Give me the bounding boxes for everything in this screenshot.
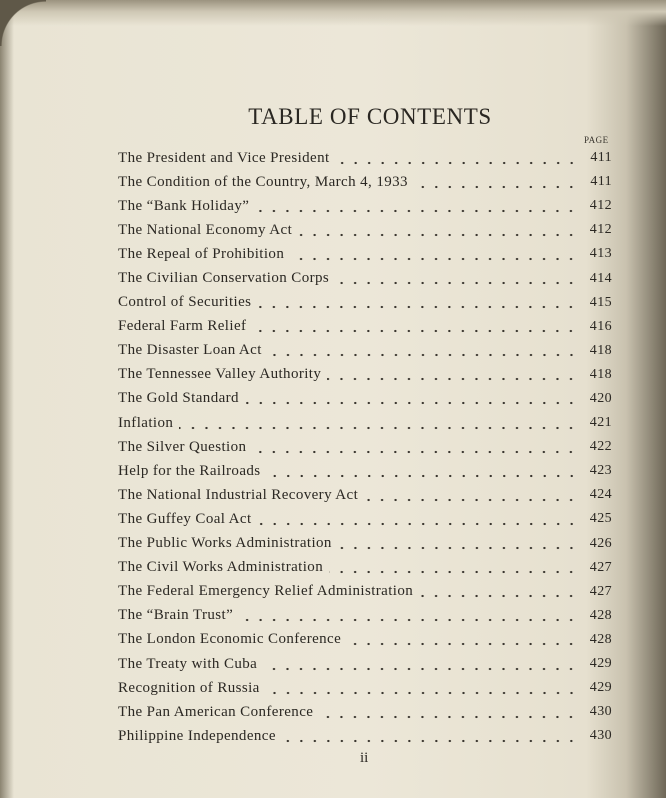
toc-entry-page: 414: [589, 270, 612, 286]
toc-entry-title: The “Brain Trust”: [118, 607, 234, 624]
dot-leader: [327, 367, 578, 382]
dot-leader: [329, 560, 578, 575]
toc-entry-title: The Condition of the Country, March 4, 1933: [118, 173, 408, 190]
toc-entry-title: The London Economic Conference: [118, 631, 342, 648]
dot-leader: [364, 488, 578, 503]
dot-leader: [298, 223, 578, 238]
dot-leader: [282, 729, 578, 744]
toc-entry-page: 427: [589, 559, 612, 575]
toc-entry: [118, 339, 612, 363]
toc-entry-page: 424: [589, 487, 612, 503]
toc-entry: [118, 291, 612, 315]
toc-entry-title: Inflation: [118, 414, 174, 431]
page-corner: [0, 0, 46, 46]
page-title: TABLE OF CONTENTS: [248, 104, 492, 129]
dot-leader: [252, 440, 578, 455]
toc-entry-page: 425: [589, 511, 612, 527]
dot-leader: [290, 247, 578, 262]
toc-entry: [118, 194, 612, 218]
dot-leader: [335, 271, 578, 286]
toc-entry-page: 415: [589, 294, 612, 310]
toc-entry: [118, 411, 612, 435]
toc-entry-page: 430: [589, 704, 612, 720]
toc-entry-page: 413: [589, 246, 612, 262]
page-number: ii: [360, 750, 369, 766]
dot-leader: [263, 657, 578, 672]
dot-leader: [252, 319, 578, 334]
toc-entry-title: The President and Vice President: [118, 149, 330, 166]
toc-entry: [118, 700, 612, 724]
toc-entry-page: 418: [589, 366, 612, 382]
toc-entry: [118, 628, 612, 652]
toc-entry-title: The Civil Works Administration: [118, 559, 324, 576]
toc-entry: [118, 652, 612, 676]
toc-entry: [118, 315, 612, 339]
toc-entry-title: Recognition of Russia: [118, 679, 260, 696]
toc-entry: [118, 580, 612, 604]
toc-entry: [118, 483, 612, 507]
dot-leader: [255, 199, 578, 214]
toc-entry: [118, 266, 612, 290]
dot-leader: [338, 536, 578, 551]
dot-leader: [347, 632, 578, 647]
toc-entry-page: 411: [590, 174, 612, 190]
toc-entry-page: 416: [589, 318, 612, 334]
toc-entry-title: Control of Securities: [118, 294, 252, 311]
toc-entry-title: The Federal Emergency Relief Administration: [118, 583, 414, 600]
toc-entry: [118, 724, 612, 748]
toc-entry-page: 423: [589, 463, 612, 479]
toc-entry-page: 412: [589, 222, 612, 238]
page-column-header: PAGE: [584, 135, 609, 145]
toc-entry-title: The National Economy Act: [118, 221, 293, 238]
toc-entry-title: The Treaty with Cuba: [118, 655, 258, 672]
toc-entry: [118, 435, 612, 459]
toc-entry-title: The Guffey Coal Act: [118, 510, 252, 527]
toc-entry-title: The Repeal of Prohibition: [118, 245, 285, 262]
toc-entry-page: 412: [589, 198, 612, 214]
toc-entry-page: 430: [589, 728, 612, 744]
toc-entry-title: The Civilian Conservation Corps: [118, 270, 330, 287]
dot-leader: [319, 705, 578, 720]
toc-entry-title: Federal Farm Relief: [118, 318, 247, 335]
toc-entry: [118, 556, 612, 580]
toc-entry: [118, 507, 612, 531]
dot-leader: [268, 343, 578, 358]
toc-entry: [118, 363, 612, 387]
toc-entry-title: The Pan American Conference: [118, 703, 314, 720]
toc-entry-title: The Tennessee Valley Authority: [118, 366, 322, 383]
dot-leader: [257, 295, 578, 310]
dot-leader: [419, 584, 578, 599]
toc-entry: [118, 170, 612, 194]
toc-entry-page: 411: [590, 150, 612, 166]
toc-entry-page: 427: [589, 583, 612, 599]
toc-entry-page: 428: [589, 631, 612, 647]
toc-entry-page: 429: [589, 656, 612, 672]
toc-entry-page: 422: [589, 439, 612, 455]
toc-entry: [118, 604, 612, 628]
dot-leader: [179, 416, 578, 431]
toc-entry-page: 426: [589, 535, 612, 551]
toc-entry-title: The Disaster Loan Act: [118, 342, 262, 359]
toc-entry-title: The Public Works Administration: [118, 535, 332, 552]
toc-entry: [118, 387, 612, 411]
dot-leader: [245, 391, 578, 406]
toc-entry: [118, 676, 612, 700]
toc-entry-page: 428: [589, 607, 612, 623]
toc-entry-title: Philippine Independence: [118, 727, 276, 744]
toc-entry-title: The Gold Standard: [118, 390, 239, 407]
toc-entry: [118, 242, 612, 266]
dot-leader: [336, 151, 578, 166]
dot-leader: [258, 512, 578, 527]
toc-entry-page: 421: [589, 415, 612, 431]
toc-entry-title: The “Bank Holiday”: [118, 197, 250, 214]
toc-entry-page: 418: [589, 342, 612, 358]
toc-entry: [118, 532, 612, 556]
toc-entry: [118, 146, 612, 170]
page-top-shadow: [0, 0, 666, 26]
toc-entry: [118, 218, 612, 242]
table-of-contents: [118, 146, 612, 748]
toc-entry: [118, 459, 612, 483]
dot-leader: [414, 175, 578, 190]
dot-leader: [239, 608, 578, 623]
dot-leader: [267, 464, 578, 479]
toc-entry-title: The National Industrial Recovery Act: [118, 486, 359, 503]
toc-entry-page: 429: [589, 680, 612, 696]
toc-entry-title: Help for the Railroads: [118, 462, 261, 479]
dot-leader: [266, 681, 578, 696]
toc-entry-title: The Silver Question: [118, 438, 247, 455]
toc-entry-page: 420: [589, 390, 612, 406]
